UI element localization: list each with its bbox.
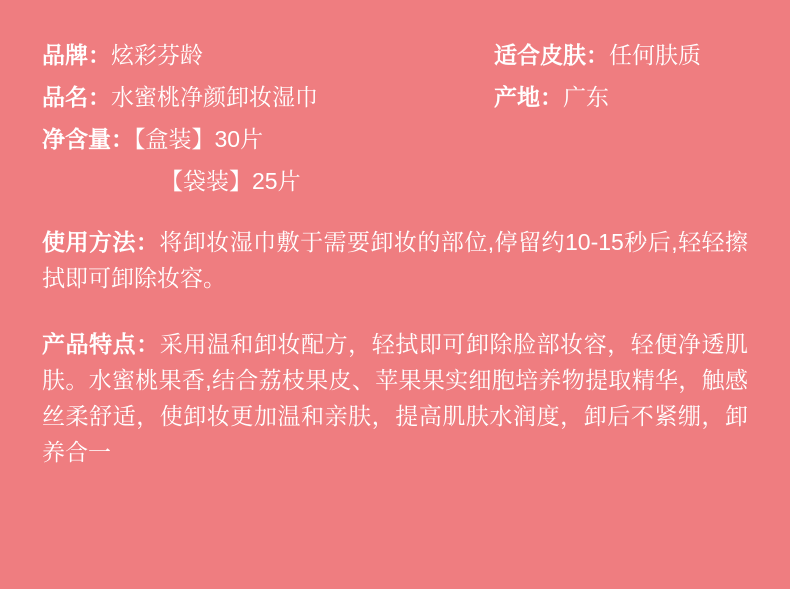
usage-paragraph <box>42 224 748 296</box>
usage-text: 将卸妆湿巾敷于需要卸妆的部位,停留约10-15秒后,轻轻擦拭即可卸除妆容。 <box>42 229 748 291</box>
table-row <box>42 118 748 160</box>
spec-net-content-bag <box>42 160 494 202</box>
table-row <box>42 160 748 202</box>
spec-product-name <box>42 76 494 118</box>
features-label: 产品特点： <box>42 331 160 357</box>
spec-value-origin: 广东 <box>563 84 609 110</box>
spec-table <box>42 34 748 202</box>
spec-label-net-content: 净含量： <box>42 126 134 152</box>
features-paragraph <box>42 326 748 470</box>
spec-net-content <box>42 118 494 160</box>
spec-value-brand: 炫彩芬龄 <box>111 42 203 68</box>
spec-label-product-name: 品名： <box>42 84 111 110</box>
spec-value-skin-type: 任何肤质 <box>609 42 701 68</box>
features-text: 采用温和卸妆配方，轻拭即可卸除脸部妆容，轻便净透肌肤。水蜜桃果香,结合荔枝果皮、苹果果实细胞培养物提取精华，触感丝柔舒适，使卸妆更加温和亲肤，提高肌肤水润度，卸后不紧绷，卸养合一 <box>42 331 749 465</box>
spec-label-origin: 产地： <box>494 84 563 110</box>
spec-value-net-content-bag: 【袋装】25片 <box>160 168 301 194</box>
spec-value-net-content-box: 【盒装】30片 <box>134 126 264 152</box>
table-row <box>42 76 748 118</box>
spec-empty-cell <box>494 118 748 160</box>
spec-empty-cell <box>494 160 748 202</box>
spec-label-brand: 品牌： <box>42 42 111 68</box>
spec-brand <box>42 34 494 76</box>
usage-label: 使用方法： <box>42 229 160 255</box>
spec-origin <box>494 76 748 118</box>
spec-label-skin-type: 适合皮肤： <box>494 42 609 68</box>
table-row <box>42 34 748 76</box>
spec-skin-type <box>494 34 748 76</box>
spec-value-product-name: 水蜜桃净颜卸妆湿巾 <box>111 84 318 110</box>
